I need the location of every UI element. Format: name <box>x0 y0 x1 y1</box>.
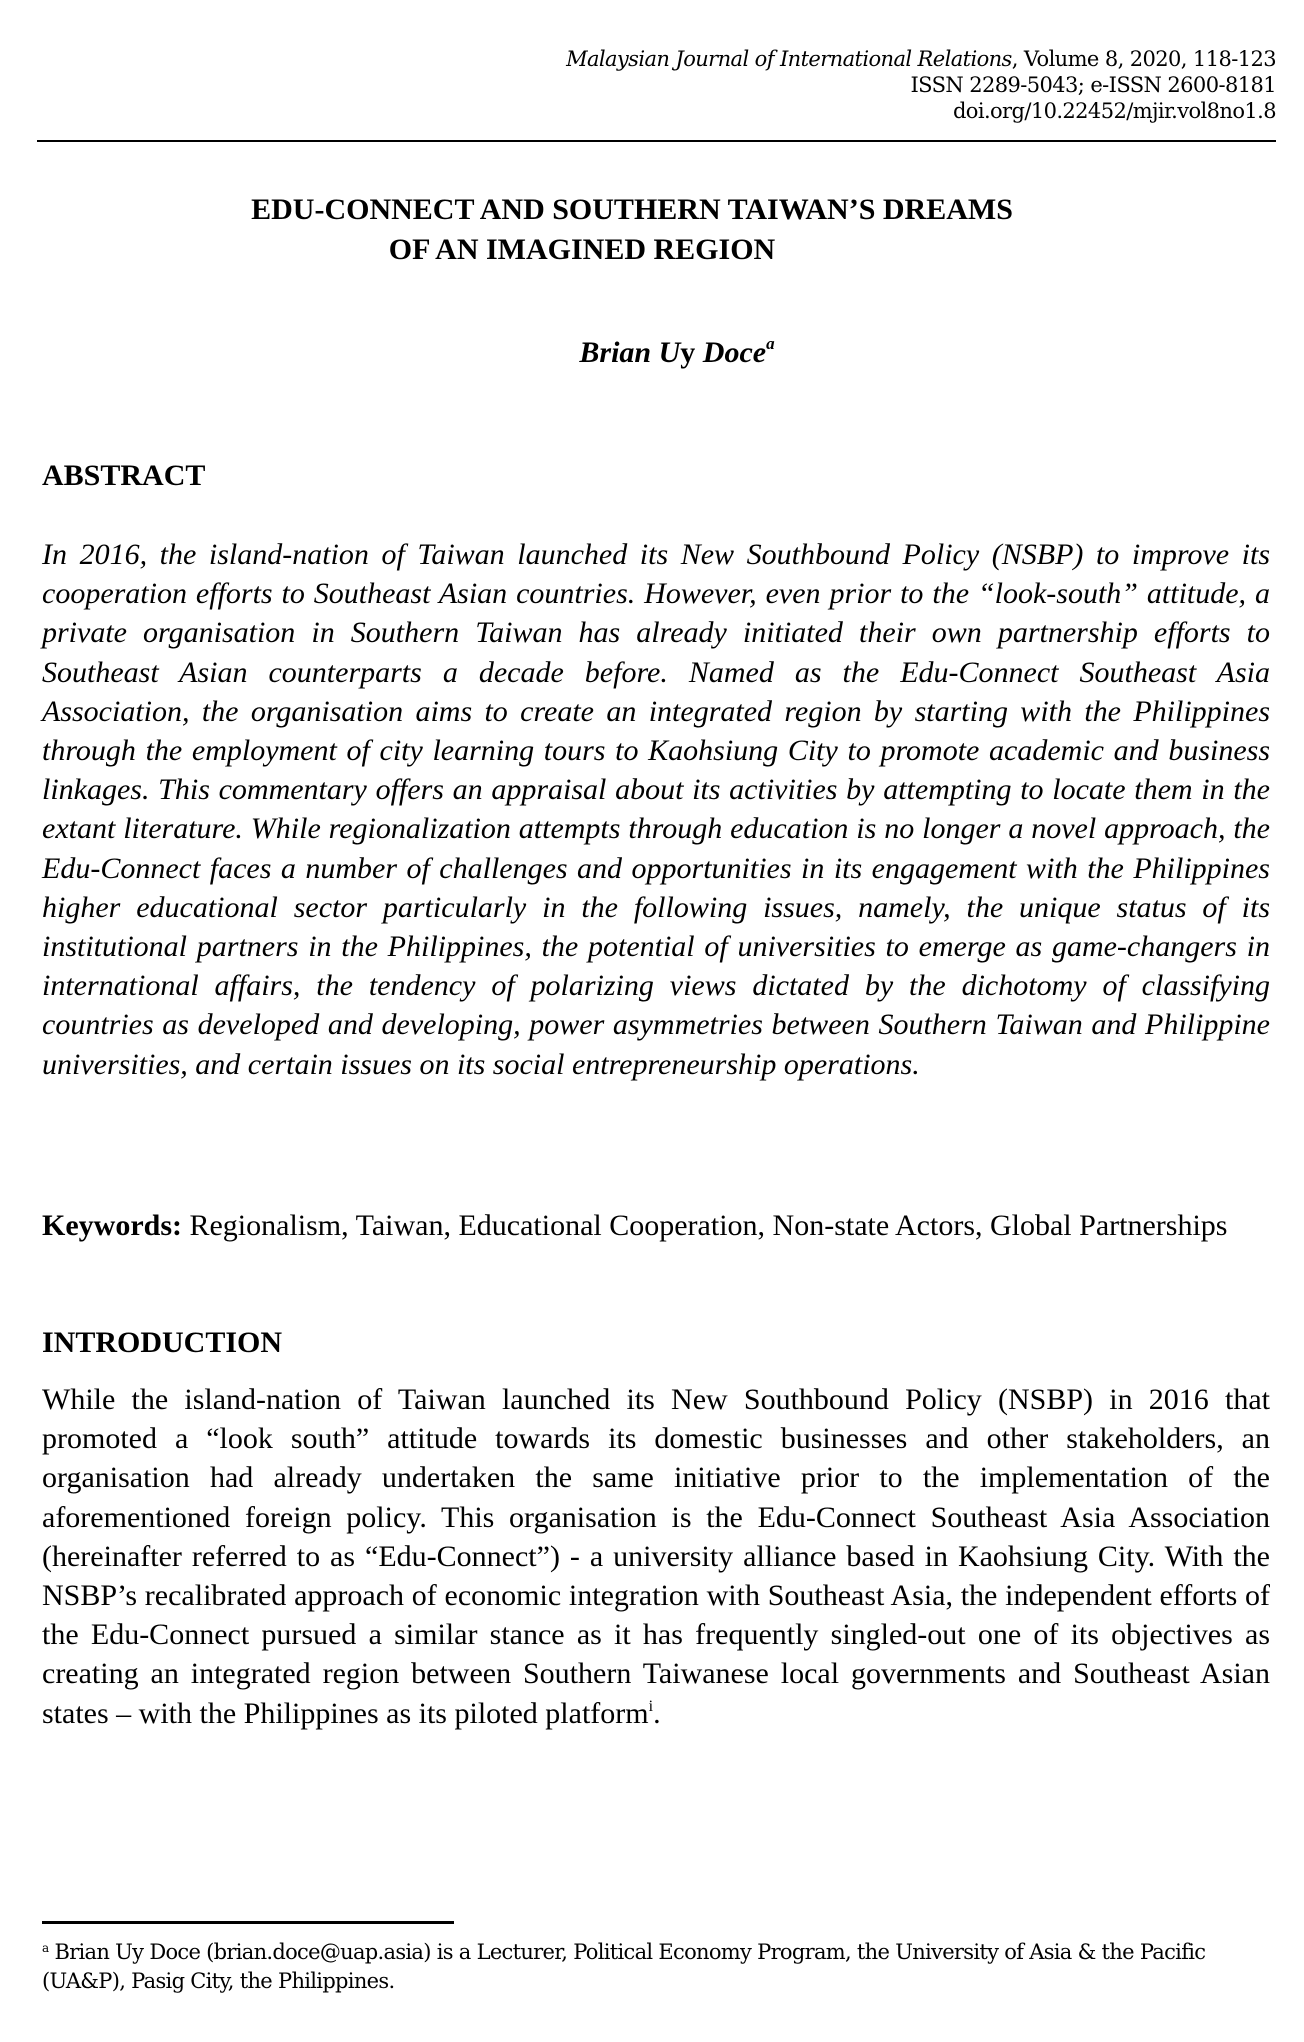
author-name <box>0 336 1304 370</box>
introduction-text <box>42 1380 1270 1733</box>
footnote-marker: a <box>42 1941 49 1955</box>
footnote <box>42 1938 1274 1996</box>
volume-info: , Volume 8, 2020, 118-123 <box>1011 47 1276 71</box>
title-line-2: OF AN IMAGINED REGION <box>388 233 776 266</box>
introduction-paragraph: While the island-nation of Taiwan launched its New Southbound Policy (NSBP) in 2016 that promoted a “look south” attitude towards its domestic businesses and other stakeholders, an organisation had already undertaken the same initiative prior to the implementation of the aforementioned foreign policy. This organisation is the Edu-Connect Southeast Asia Association (hereinafter referred to as “Edu-Connect”) - a university alliance based in Kaohsiung City. With the NSBP’s recalibrated approach of economic integration with Southeast Asia, the independent efforts of the Edu-Connect pursued a similar stance as it has frequently singled-out one of its objectives as creating an integrated region between Southern Taiwanese local governments and Southeast Asian states – with the Philippines as its piloted platform <box>42 1383 1270 1730</box>
running-header <box>566 46 1276 124</box>
paper-title <box>0 190 1304 270</box>
doi: doi.org/10.22452/mjir.vol8no1.8 <box>952 99 1276 123</box>
keywords <box>42 1206 1270 1245</box>
keywords-list: Regionalism, Taiwan, Educational Cooperation, Non-state Actors, Global Partnerships <box>181 1209 1228 1242</box>
issn: ISSN 2289-5043; e-ISSN 2600-8181 <box>910 73 1276 97</box>
footnote-divider <box>42 1921 454 1924</box>
keywords-label: Keywords: <box>42 1209 182 1242</box>
introduction-heading: INTRODUCTION <box>42 1326 283 1359</box>
journal-name: Malaysian Journal of International Relations <box>566 47 1012 71</box>
title-line-1: EDU-CONNECT AND SOUTHERN TAIWAN’S DREAMS <box>251 193 1013 226</box>
author-middle: y <box>680 336 696 369</box>
end-punctuation: . <box>653 1696 661 1730</box>
author-last: Doce <box>695 336 767 369</box>
header-divider <box>37 140 1276 142</box>
abstract-heading: ABSTRACT <box>42 459 206 492</box>
abstract-text: In 2016, the island-nation of Taiwan launched its New Southbound Policy (NSBP) to improve its cooperation efforts to Southeast Asian countries. However, even prior to the “look-south” attitude, a private organisation in Southern Taiwan has already initiated their own partnership efforts to Southeast Asian counterparts a decade before. Named as the Edu-Connect Southeast Asia Association, the organisation aims to create an integrated region by starting with the Philippines through the employment of city learning tours to Kaohsiung City to promote academic and business linkages. This commentary offers an appraisal about its activities by attempting to locate them in the extant literature. While regionalization attempts through education is no longer a novel approach, the Edu-Connect faces a number of challenges and opportunities in its engagement with the Philippines higher educational sector particularly in the following issues, namely, the unique status of its institutional partners in the Philippines, the potential of universities to emerge as game-changers in international affairs, the tendency of polarizing views dictated by the dichotomy of classifying countries as developed and developing, power asymmetries between Southern Taiwan and Philippine universities, and certain issues on its social entrepreneurship operations. <box>42 538 1270 1081</box>
author-footnote-marker[interactable]: a <box>766 334 775 353</box>
author-first: Brian U <box>579 336 681 369</box>
footnote-text: Brian Uy Doce (brian.doce@uap.asia) is a Lecturer, Political Economy Program, the University of Asia & the Pacific (UA&P), Pasig City, the Philippines. <box>42 1940 1206 1993</box>
journal-citation <box>566 46 1276 72</box>
endnote-marker[interactable]: i <box>648 1697 654 1715</box>
